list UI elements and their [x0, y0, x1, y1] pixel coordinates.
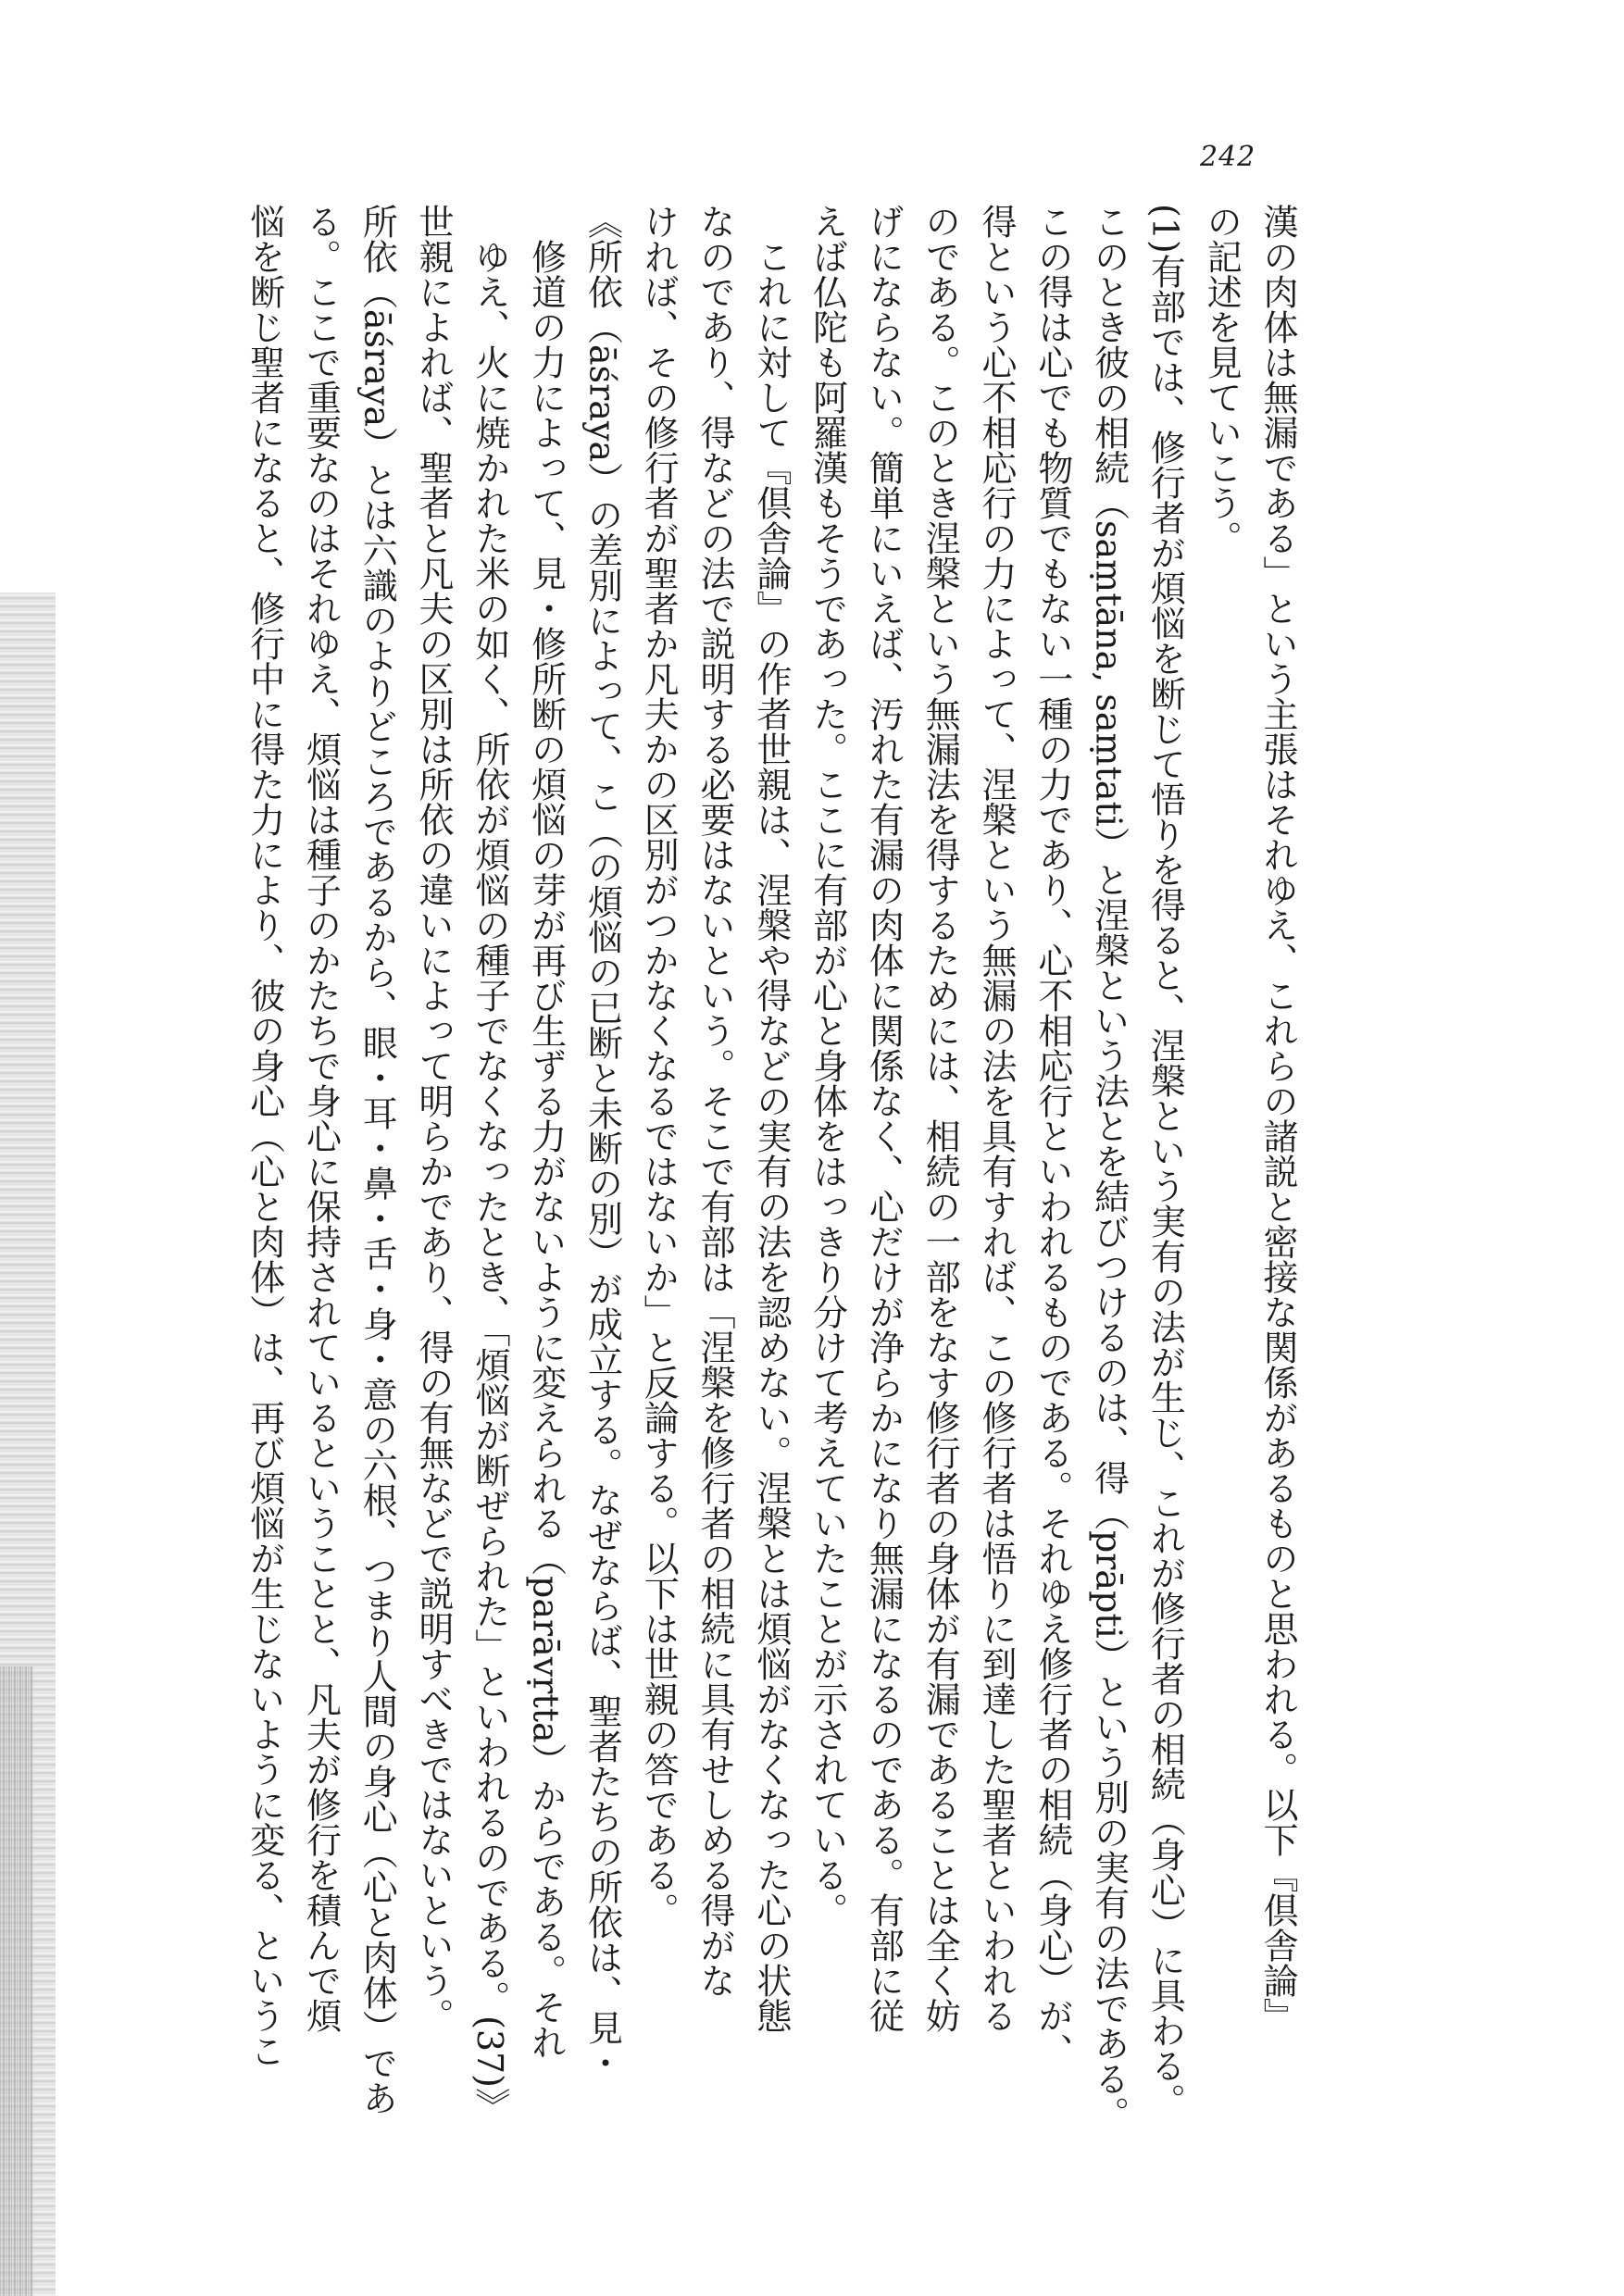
- text-line: (1)有部では、修行者が煩悩を断じて悟りを得ると、涅槃という実有の法が生じ、これが修行者の相続（身心）に具わる。: [1144, 204, 1186, 2118]
- text-line: この得は心でも物質でもない一種の力であり、心不相応行といわれるものである。それゆえ修行者の相続（身心）が、: [1031, 204, 1073, 2068]
- text-line: の記述を見ていこう。: [1201, 204, 1243, 555]
- body-text: [244, 204, 1305, 2131]
- text-line: 所依（āśraya）とは六識のよりどころであるから、眼・耳・鼻・舌・身・意の六根、つまり人間の身心（心と肉体）であ: [356, 204, 398, 2116]
- text-line: このとき彼の相続（saṃtāna, saṃtati）と涅槃という法とを結びつけるのは、得（prāpti）という別の実有の法である。: [1088, 204, 1130, 2131]
- page-number: 242: [1200, 141, 1256, 173]
- text-line: 得という心不相応行の力によって、涅槃という無漏の法を具有すれば、この修行者は悟りに到達した聖者といわれる: [976, 204, 1018, 2033]
- text-line: のである。このとき涅槃という無漏法を得するためには、相続の一部をなす修行者の身体が有漏であることは全く妨: [919, 204, 961, 2033]
- text-line: 漢の肉体は無漏である」という主張はそれゆえ、これらの諸説と密接な関係があるものと思われる。以下『倶舎論』: [1257, 204, 1298, 2033]
- text-line: ければ、その修行者が聖者か凡夫かの区別がつかなくなるではないか」と反論する。以下は世親の答である。: [638, 204, 680, 1928]
- text-line: えば仏陀も阿羅漢もそうであった。ここに有部が心と身体をはっきり分けて考えていたことが示されている。: [806, 204, 848, 1928]
- text-line: 世親によれば、聖者と凡夫の区別は所依の違いによって明らかであり、得の有無などで説明すべきではないという。: [413, 204, 455, 2033]
- quote-line: 修道の力によって、見・修所断の煩悩の芽が再び生ずる力がないように変えられる（parāvṛtta）からである。それ: [525, 239, 567, 2060]
- scan-edge-shadow-dark: [0, 1666, 33, 2296]
- quote-line: ゆえ、火に焼かれた米の如く、所依が煩悩の種子でなくなったとき、「煩悩が断ぜられた」といわれるのである。(37)》: [468, 239, 510, 2124]
- text-line: 悩を断じ聖者になると、修行中に得た力により、彼の身心（心と肉体）は、再び煩悩が生じないように変る、というこ: [244, 204, 285, 2068]
- text-line: る。ここで重要なのはそれゆえ、煩悩は種子のかたちで身心に保持されているということと、凡夫が修行を積んで煩: [300, 204, 342, 2033]
- text-line: げにならない。簡単にいえば、汚れた有漏の肉体に関係なく、心だけが浄らかになり無漏になるのである。有部に従: [863, 204, 905, 2033]
- text-line: これに対して『倶舎論』の作者世親は、涅槃や得などの実有の法を認めない。涅槃とは煩悩がなくなった心の状態: [750, 239, 792, 2033]
- text-line: なのであり、得などの法で説明する必要はないという。そこで有部は「涅槃を修行者の相続に具有せしめる得がな: [694, 204, 736, 1998]
- quote-line: 《所依（āśraya）の差別によって、こ（の煩悩の已断と未断の別）が成立する。なぜならば、聖者たちの所依は、見・: [581, 204, 623, 2081]
